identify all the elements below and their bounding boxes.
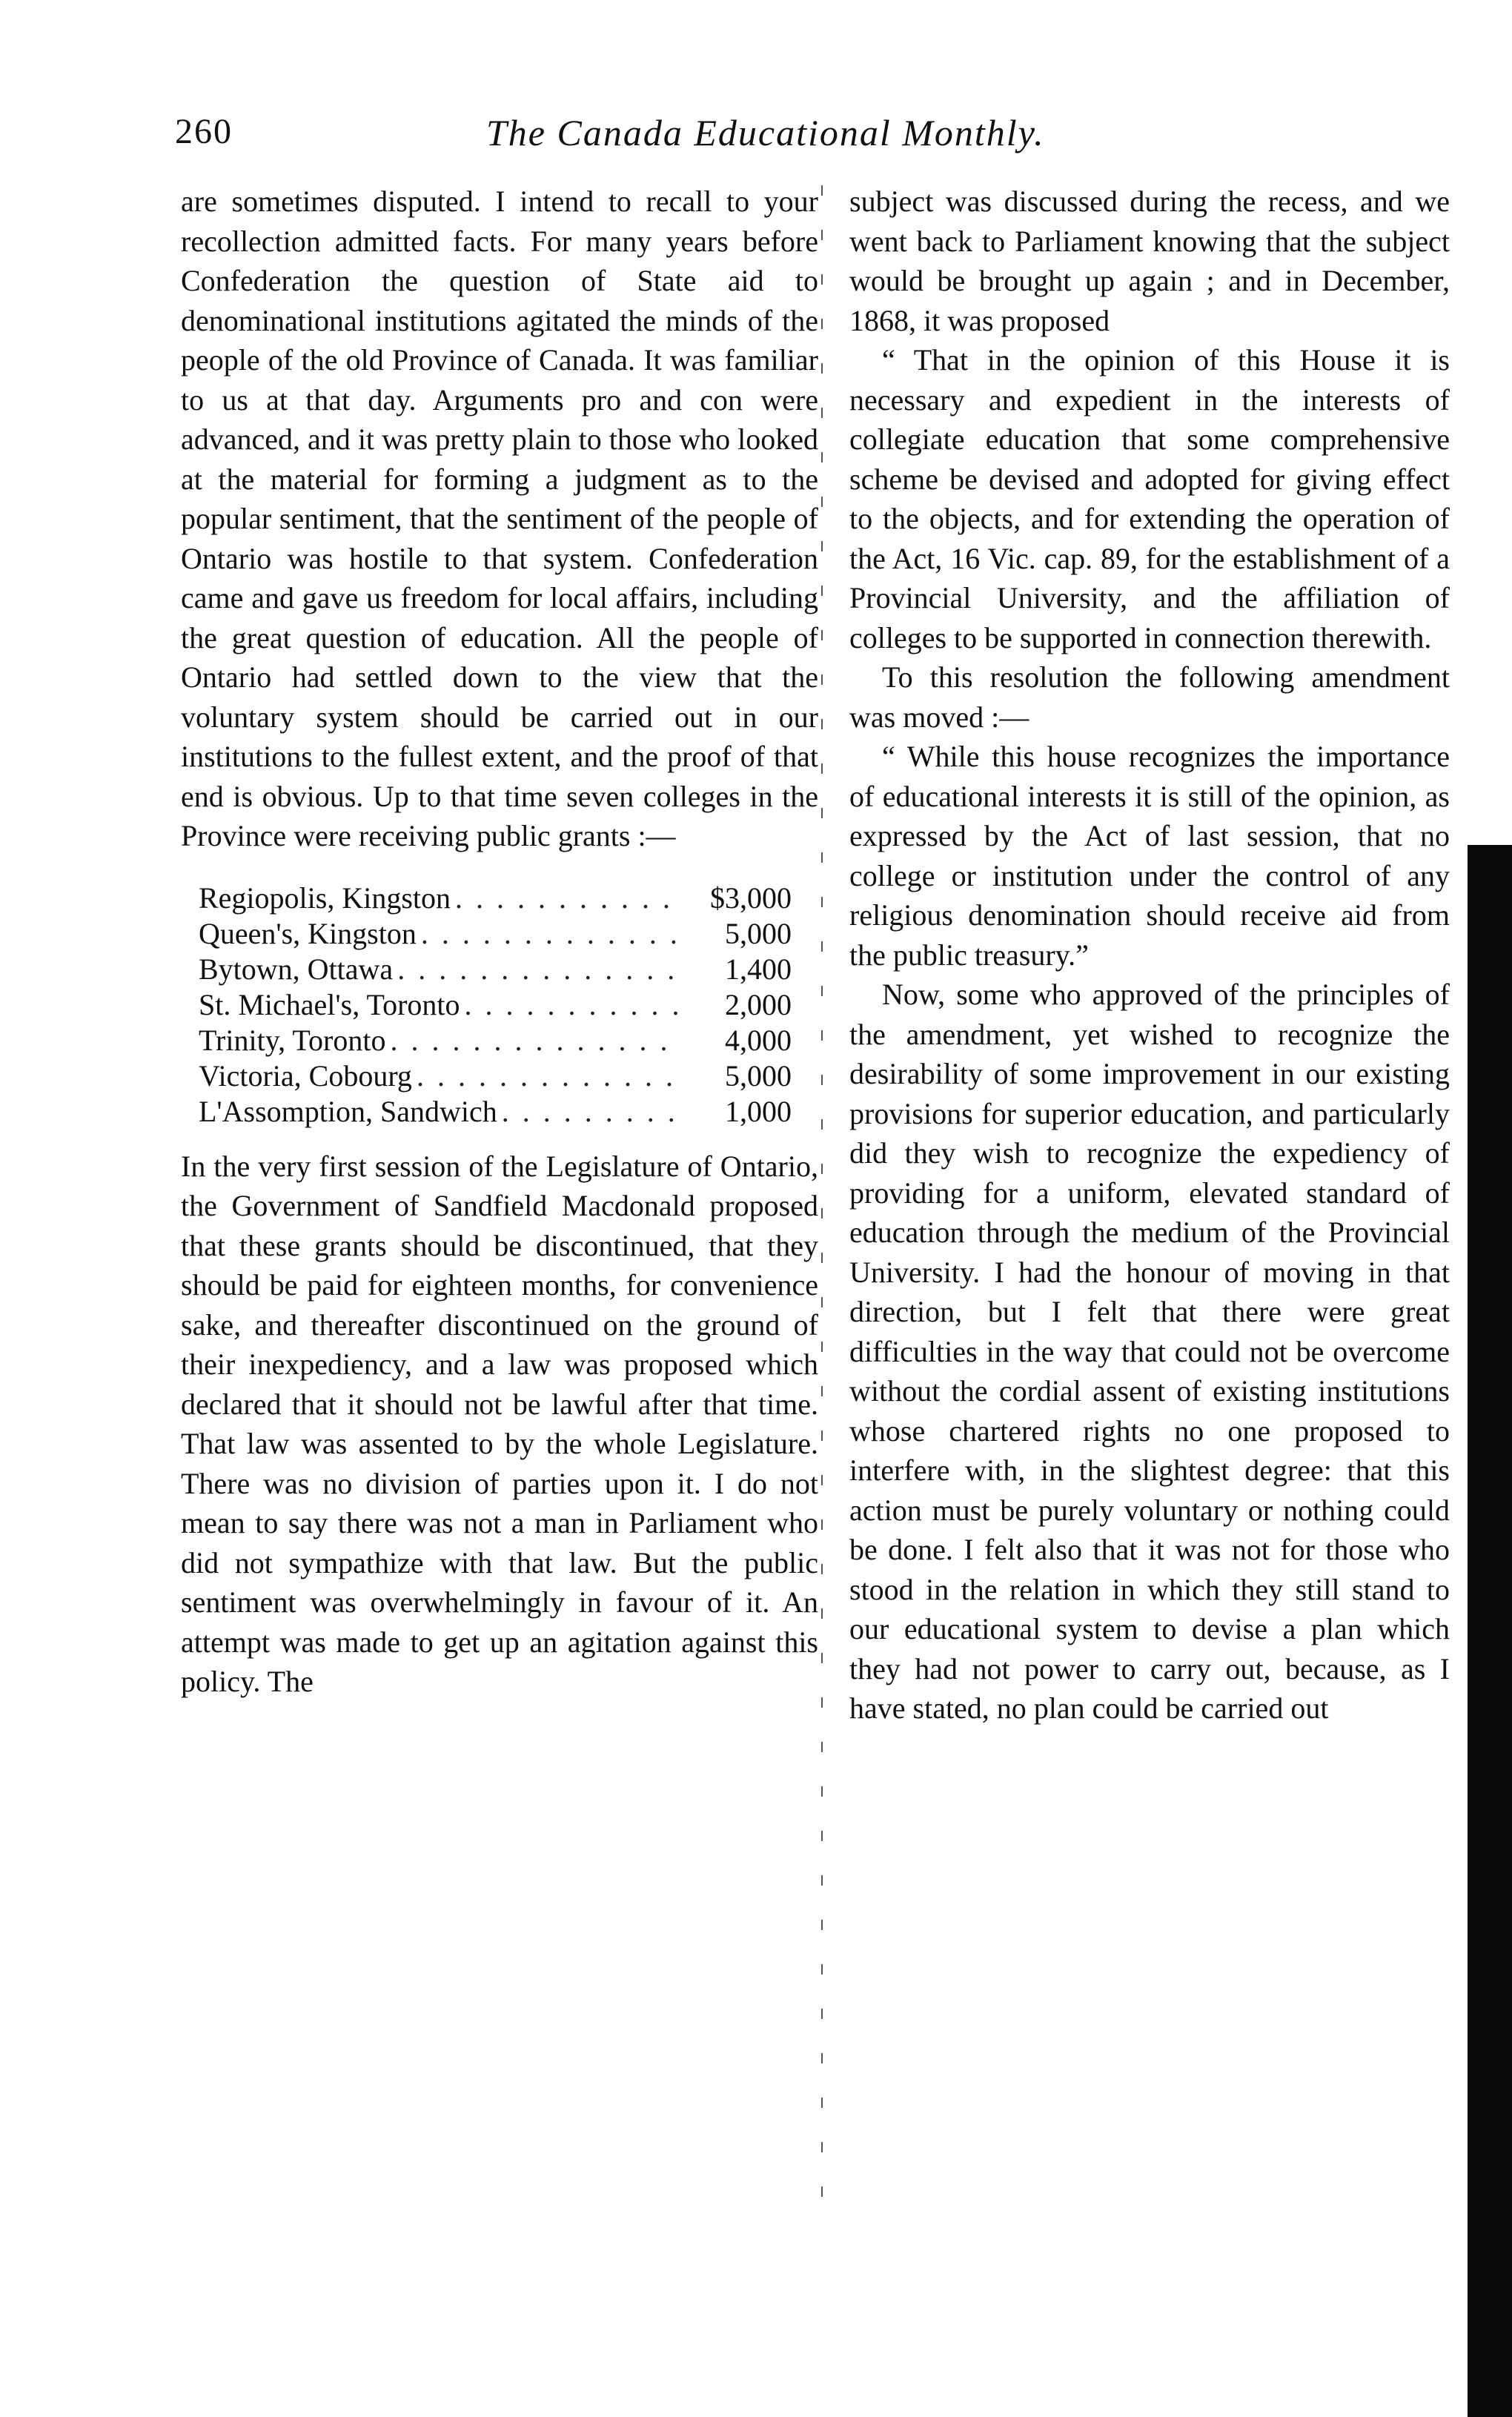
grant-row <box>199 878 792 914</box>
leader-dots <box>460 985 680 1025</box>
grants-table <box>199 878 792 1127</box>
grant-amount: 2,000 <box>725 987 792 1021</box>
grant-college: Victoria, Cobourg <box>199 1058 412 1093</box>
column-divider <box>821 185 823 2231</box>
left-column <box>181 182 818 1702</box>
grant-row <box>199 1092 792 1127</box>
leader-dots <box>412 1056 680 1096</box>
grant-amount: 4,000 <box>725 1023 792 1057</box>
resolution-quote: “ That in the opinion of this House it is necessary and expedient in the interests of collegiate education that some comprehensive scheme be devised and adopted for giving effect to the objects, and for extending the operation of the Act, 16 Vic. cap. 89, for the establishment of a Provincial University, and the affiliation of colleges to be supported in connection therewith. <box>849 343 1450 654</box>
page-header <box>175 111 1161 170</box>
page-number: 260 <box>175 112 233 151</box>
grant-college: Bytown, Ottawa <box>199 952 394 986</box>
grant-amount: 5,000 <box>725 1058 792 1093</box>
leader-dots <box>497 1092 680 1132</box>
leader-dots <box>451 878 680 918</box>
right-paragraph-5: Now, some who approved of the principles of the amendment, yet wished to recognize the desirability of some improvement in our existing provisions for superior education, and particularly did they wish to recognize the expediency of providing for a uniform, elevated standard of education through the medium of the Provincial University. I had the honour of moving in that direction, but I felt that there were great difficulties in the way that could not be overcome without the cordial assent of existing institutions whose chartered rights no one proposed to interfere with, in the slightest degree: that this action must be purely voluntary or nothing could be done. I felt also that it was not for those who stood in the relation in which they still stand to our educational system to devise a plan which they had not power to carry out, because, as I have stated, no plan could be carried out <box>849 978 1450 1725</box>
grant-college: L'Assomption, Sandwich <box>199 1094 497 1128</box>
grant-college: St. Michael's, Toronto <box>199 987 460 1021</box>
grant-row <box>199 985 792 1021</box>
amendment-quote: “ While this house recognizes the importance of educational interests it is still of the opinion, as expressed by the Act of last session, that no college or institution under the control of any religious denomination should receive aid from the public treasury.” <box>849 740 1450 972</box>
running-title: The Canada Educational Monthly. <box>486 112 1045 153</box>
grant-amount: $3,000 <box>710 881 792 915</box>
grant-college: Regiopolis, Kingston <box>199 881 451 915</box>
grant-amount: 5,000 <box>725 916 792 950</box>
grant-row <box>199 949 792 985</box>
grant-amount: 1,000 <box>725 1094 792 1128</box>
leader-dots <box>385 1021 680 1061</box>
grant-college: Trinity, Toronto <box>199 1023 386 1057</box>
right-paragraph-1: subject was discussed during the recess, and we went back to Parliament knowing that the subject would be brought up again ; and in December, 1868, it was proposed <box>849 185 1450 337</box>
grant-college: Queen's, Kingston <box>199 916 417 950</box>
scan-edge-shadow <box>1468 845 1512 2417</box>
leader-dots <box>417 914 680 954</box>
grant-amount: 1,400 <box>725 952 792 986</box>
right-paragraph-3: To this resolution the following amendment was moved :— <box>849 660 1450 734</box>
grant-row <box>199 1056 792 1092</box>
grant-row <box>199 914 792 949</box>
leader-dots <box>393 949 680 989</box>
left-paragraph-1: are sometimes disputed. I intend to recall to your recollection admitted facts. For many years before Confederation the question of State aid to denominational institutions agitated the minds of the people of the old Province of Canada. It was familiar to us at that day. Arguments pro and con were advanced, and it was pretty plain to those who looked at the material for forming a judgment as to the popular sentiment, that the sentiment of the people of Ontario was hostile to that system. Confederation came and gave us freedom for local affairs, including the great question of education. All the people of Ontario had settled down to the view that the voluntary system should be carried out in our institutions to the fullest extent, and the proof of that end is obvious. Up to that time seven colleges in the Province were receiving public grants :— <box>181 185 818 852</box>
grant-row <box>199 1021 792 1056</box>
right-column <box>849 182 1450 1728</box>
left-paragraph-2: In the very first session of the Legislature of Ontario, the Government of Sandfield Macdonald proposed that these grants should be discontinued, that they should be paid for eighteen months, for convenience sake, and thereafter discontinued on the ground of their inexpediency, and a law was proposed which declared that it should not be lawful after that time. That law was assented to by the whole Legislature. There was no division of parties upon it. I do not mean to say there was not a man in Parliament who did not sympathize with that law. But the public sentiment was overwhelmingly in favour of it. An attempt was made to get up an agitation against this policy. The <box>181 1149 818 1698</box>
